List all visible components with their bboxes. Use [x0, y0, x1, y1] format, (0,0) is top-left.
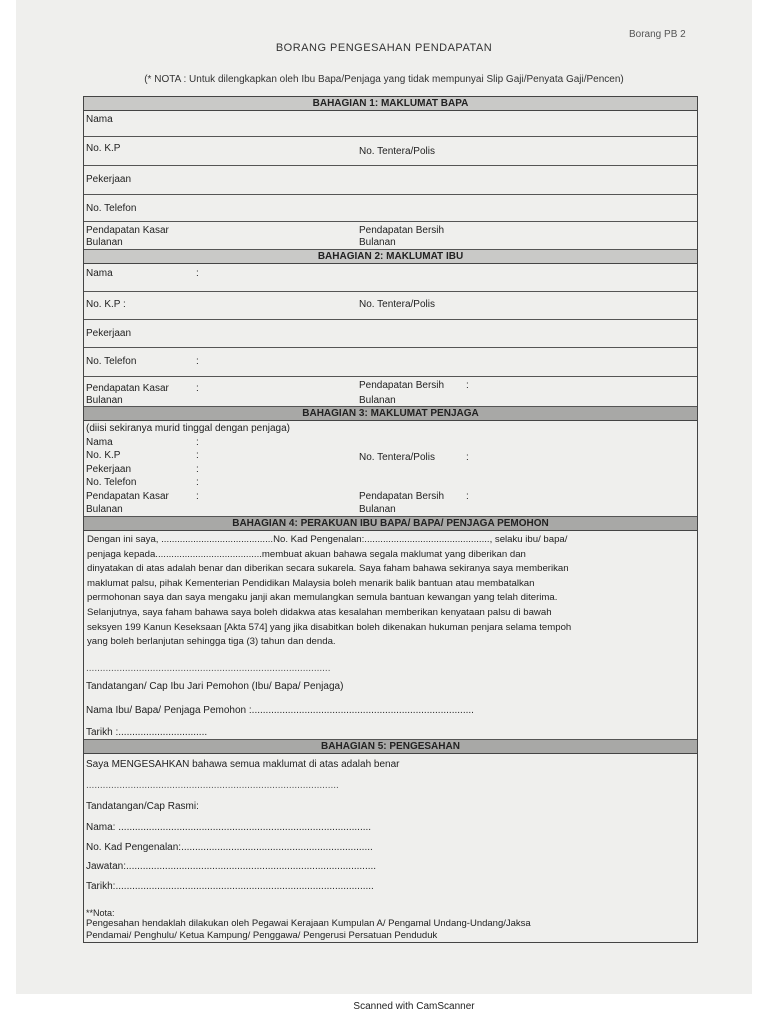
field-label: Bulanan	[86, 237, 123, 248]
note-line: Pengesahan hendaklah dilakukan oleh Pegawai Kerajaan Kumpulan A/ Pengamal Undang-Undang/Jaksa	[86, 918, 531, 929]
field-label: Bulanan	[359, 395, 396, 406]
father-name-row[interactable]	[84, 111, 697, 137]
declaration-line: permohonan saya dan saya mengaku janji akan memulangkan semula bantuan kewangan yang telah diterima.	[87, 592, 558, 604]
field-label: Pekerjaan	[86, 328, 132, 339]
field-colon: :	[196, 464, 199, 475]
note-label: **Nota:	[86, 908, 115, 918]
field-label: Bulanan	[86, 504, 123, 515]
form-note: (* NOTA : Untuk dilengkapkan oleh Ibu Bapa/Penjaga yang tidak mempunyai Slip Gaji/Penyata Gaji/Pencen)	[144, 74, 624, 85]
guardian-block[interactable]	[84, 421, 697, 517]
field-label: Nama	[86, 437, 113, 448]
field-label: Pekerjaan	[86, 174, 132, 185]
field-label: No. K.P	[86, 143, 121, 154]
guardian-intro: (diisi sekiranya murid tinggal dengan penjaga)	[86, 423, 291, 434]
field-colon: :	[196, 450, 199, 461]
mother-phone-row[interactable]	[84, 348, 697, 377]
form-title: BORANG PENGESAHAN PENDAPATAN	[275, 42, 493, 54]
declaration-line: penjaga kepada........................................membuat akuan bahawa segala maklumat yang diberikan dan	[87, 548, 526, 560]
verification-block	[84, 754, 697, 942]
field-colon: :	[196, 437, 199, 448]
field-label: Nama	[86, 268, 113, 279]
declaration-line: seksyen 199 Kanun Keseksaan [Akta 574] yang jika disabitkan boleh dikenakan hukuman penjara selama tempoh	[87, 621, 572, 633]
father-phone-row[interactable]	[84, 195, 697, 222]
field-label: Pendapatan Kasar	[86, 383, 169, 394]
declaration-line: yang boleh berlanjutan sehingga tiga (3) tahun dan denda.	[87, 636, 336, 648]
field-label: No. Tentera/Polis	[359, 146, 435, 157]
mother-income-row[interactable]	[84, 377, 697, 407]
field-colon: :	[466, 380, 469, 391]
section2-heading: BAHAGIAN 2: MAKLUMAT IBU	[84, 250, 697, 264]
father-ic-row[interactable]	[84, 137, 697, 166]
date-field[interactable]: Tarikh :................................	[86, 727, 208, 738]
verifier-date-field[interactable]: Tarikh:.............................................................................................	[86, 881, 374, 892]
verifier-position-field[interactable]: Jawatan:..........................................................................................	[86, 861, 377, 872]
field-label: No. Telefon	[86, 477, 137, 488]
mother-name-row[interactable]	[84, 264, 697, 292]
declaration-line: Dengan ini saya, ..........................................No. Kad Pengenalan:..............................................., selaku ibu/ bapa/	[87, 534, 568, 545]
field-label: No. Telefon	[86, 203, 137, 214]
field-colon: :	[196, 268, 199, 279]
field-label: Pendapatan Kasar	[86, 225, 169, 236]
field-label: Pendapatan Bersih	[359, 380, 445, 391]
section3-heading: BAHAGIAN 3: MAKLUMAT PENJAGA	[84, 407, 697, 421]
mother-occupation-row[interactable]	[84, 320, 697, 348]
father-income-row[interactable]	[84, 222, 697, 250]
declaration-line: Selanjutnya, saya faham bahawa saya boleh didakwa atas kesalahan memberikan kenyataan palsu di bawah	[87, 606, 552, 618]
field-colon: :	[466, 491, 469, 502]
declaration-text	[84, 531, 697, 652]
declaration-line: dinyatakan di atas adalah benar dan diberikan secara sukarela. Saya faham bahawa sekiranya saya memberikan	[87, 563, 569, 575]
field-label: Pendapatan Bersih	[359, 225, 445, 236]
verifier-ic-field[interactable]: No. Kad Pengenalan:.....................................................................	[86, 842, 373, 853]
section1-heading: BAHAGIAN 1: MAKLUMAT BAPA	[84, 97, 697, 111]
field-label: Nama	[86, 114, 113, 125]
field-colon: :	[196, 383, 199, 394]
field-label: No. Tentera/Polis	[359, 452, 435, 463]
field-label: Pekerjaan	[86, 464, 132, 475]
field-label: Pendapatan Bersih	[359, 491, 445, 502]
signature-label: Tandatangan/ Cap Ibu Jari Pemohon (Ibu/ Bapa/ Penjaga)	[86, 681, 344, 692]
field-label: No. Tentera/Polis	[359, 299, 435, 310]
verification-statement: Saya MENGESAHKAN bahawa semua maklumat di atas adalah benar	[86, 759, 400, 770]
applicant-name-field[interactable]: Nama Ibu/ Bapa/ Penjaga Pemohon :................................................................................	[86, 705, 474, 716]
declaration-block	[84, 531, 697, 740]
declaration-line: maklumat palsu, pihak Kementerian Pendidikan Malaysia boleh menarik balik bantuan atau membatalkan	[87, 577, 535, 589]
note-line: Pendamai/ Penghulu/ Ketua Kampung/ Penggawa/ Pengerusi Persatuan Penduduk	[86, 930, 438, 941]
field-label: Bulanan	[359, 237, 396, 248]
form-id: Borang PB 2	[629, 29, 686, 40]
mother-ic-row[interactable]	[84, 292, 697, 320]
scanner-watermark: Scanned with CamScanner	[353, 1001, 475, 1012]
field-colon: :	[196, 356, 199, 367]
field-colon: :	[466, 452, 469, 463]
section5-heading: BAHAGIAN 5: PENGESAHAN	[84, 740, 697, 754]
verifier-name-field[interactable]: Nama: ...........................................................................................	[86, 822, 372, 833]
section4-heading: BAHAGIAN 4: PERAKUAN IBU BAPA/ BAPA/ PENJAGA PEMOHON	[84, 517, 697, 531]
field-label: Bulanan	[359, 504, 396, 515]
field-colon: :	[196, 491, 199, 502]
field-label: No. Telefon	[86, 356, 137, 367]
income-verification-form	[83, 96, 698, 943]
field-label: No. K.P	[86, 450, 121, 461]
field-label: No. K.P :	[86, 299, 126, 310]
field-colon: :	[196, 477, 199, 488]
official-signature-line[interactable]: ...........................................................................................	[86, 780, 339, 791]
field-label: Bulanan	[86, 395, 123, 406]
signature-line[interactable]: ........................................................................................	[86, 663, 331, 674]
father-occupation-row[interactable]	[84, 166, 697, 195]
official-signature-label: Tandatangan/Cap Rasmi:	[86, 801, 199, 812]
field-label: Pendapatan Kasar	[86, 491, 169, 502]
